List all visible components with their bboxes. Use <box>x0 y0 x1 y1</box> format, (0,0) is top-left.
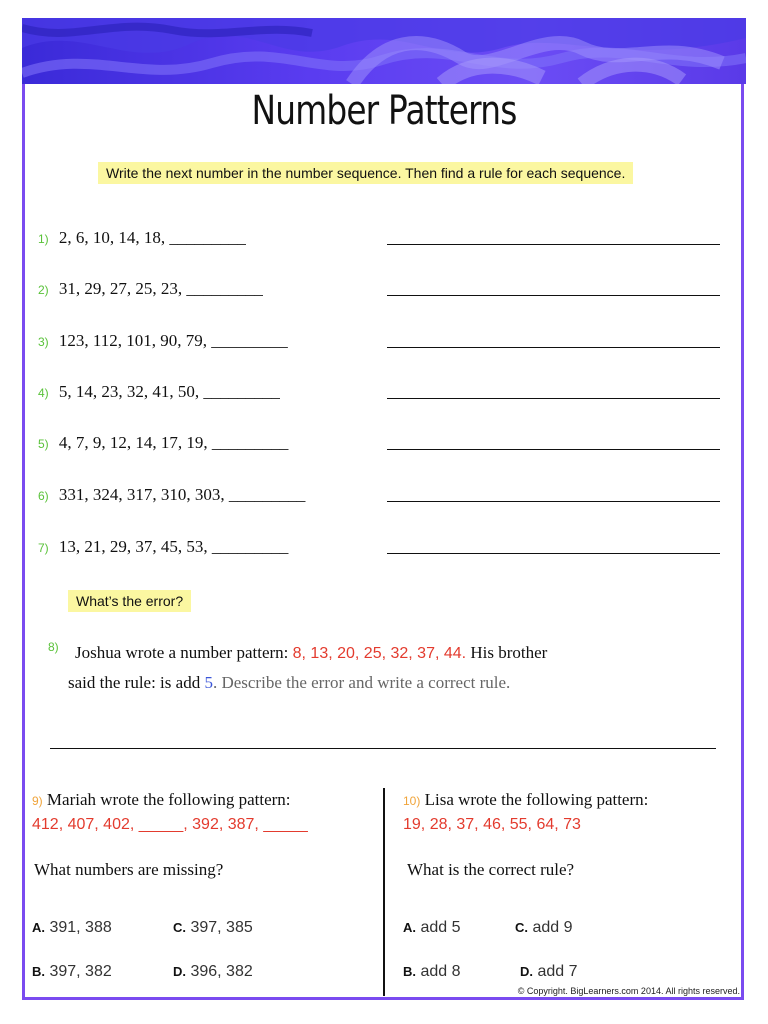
problem-10-header <box>403 790 648 810</box>
sequence: 331, 324, 317, 310, 303, <box>58 485 225 504</box>
q9-pattern: 412, 407, 402, _____, 392, 387, _____ <box>32 816 308 833</box>
option-letter: A. <box>32 920 45 935</box>
option-letter: A. <box>403 920 416 935</box>
problem-4 <box>38 382 280 402</box>
q9-option-d[interactable] <box>173 963 253 981</box>
option-text: 397, 385 <box>190 919 253 936</box>
option-text: 391, 388 <box>49 919 112 936</box>
answer-blank[interactable]: _________ <box>211 433 289 452</box>
option-text: add 8 <box>420 963 461 980</box>
error-heading: What’s the error? <box>68 590 191 612</box>
q8-text-d: . Describe the error and write a correct rule. <box>212 673 511 692</box>
q10-question: What is the correct rule? <box>407 860 575 879</box>
rule-line-4[interactable] <box>387 398 720 399</box>
q10-option-d[interactable] <box>520 963 578 981</box>
option-text: add 5 <box>420 919 461 936</box>
q8-text-a: Joshua wrote a number pattern: <box>75 643 289 662</box>
problem-6 <box>38 485 305 505</box>
option-text: add 9 <box>532 919 573 936</box>
problem-3 <box>38 331 288 351</box>
sequence: 123, 112, 101, 90, 79, <box>58 331 208 350</box>
q10-option-a[interactable] <box>403 919 461 937</box>
header-banner <box>22 18 746 84</box>
problem-number-9: 9) <box>32 794 43 808</box>
rule-line-1[interactable] <box>387 244 720 245</box>
sequence: 4, 7, 9, 12, 14, 17, 19, <box>58 433 208 452</box>
copyright-notice: © Copyright. BigLearners.com 2014. All rights reserved. <box>517 986 740 996</box>
instruction-highlight: Write the next number in the number sequence. Then find a rule for each sequence. <box>98 162 633 184</box>
problem-8-line-2 <box>68 673 510 693</box>
answer-blank[interactable]: _________ <box>211 331 288 350</box>
rule-line-5[interactable] <box>387 449 720 450</box>
sequence: 2, 6, 10, 14, 18, <box>58 228 166 247</box>
problem-number: 7) <box>38 541 49 555</box>
problem-1 <box>38 228 246 248</box>
answer-blank[interactable]: _________ <box>228 485 306 504</box>
sequence: 31, 29, 27, 25, 23, <box>58 279 183 298</box>
q8-text-c: said the rule: is add <box>68 673 201 692</box>
q8-answer-line[interactable] <box>50 748 716 749</box>
q10-pattern: 19, 28, 37, 46, 55, 64, 73 <box>403 816 581 833</box>
option-letter: C. <box>173 920 186 935</box>
q9-option-a[interactable] <box>32 919 112 937</box>
problem-number: 4) <box>38 386 49 400</box>
q8-pattern: 8, 13, 20, 25, 32, 37, 44. <box>292 645 467 662</box>
problem-2 <box>38 279 263 299</box>
option-letter: B. <box>32 964 45 979</box>
option-text: 397, 382 <box>49 963 112 980</box>
problem-9-header <box>32 790 291 810</box>
problem-number: 5) <box>38 437 49 451</box>
option-letter: B. <box>403 964 416 979</box>
rule-line-3[interactable] <box>387 347 720 348</box>
problem-number: 2) <box>38 283 49 297</box>
problem-number-8: 8) <box>48 640 59 654</box>
q9-option-c[interactable] <box>173 919 253 937</box>
problem-5 <box>38 433 288 453</box>
answer-blank[interactable]: _________ <box>169 228 246 247</box>
option-letter: C. <box>515 920 528 935</box>
option-letter: D. <box>520 964 533 979</box>
page-title: Number Patterns <box>251 88 517 134</box>
q8-text-b: His brother <box>470 643 548 662</box>
answer-blank[interactable]: _________ <box>211 537 289 556</box>
column-divider <box>383 788 385 996</box>
q9-text: Mariah wrote the following pattern: <box>46 790 291 809</box>
q10-option-b[interactable] <box>403 963 461 981</box>
answer-blank[interactable]: _________ <box>186 279 263 298</box>
problem-number: 3) <box>38 335 49 349</box>
q9-option-b[interactable] <box>32 963 112 981</box>
q8-add-value: 5 <box>204 673 213 692</box>
problem-number-10: 10) <box>403 794 421 808</box>
sequence: 13, 21, 29, 37, 45, 53, <box>58 537 208 556</box>
option-text: add 7 <box>537 963 578 980</box>
option-text: 396, 382 <box>190 963 253 980</box>
rule-line-6[interactable] <box>387 501 720 502</box>
option-letter: D. <box>173 964 186 979</box>
rule-line-2[interactable] <box>387 295 720 296</box>
q9-question: What numbers are missing? <box>34 860 224 879</box>
problem-8-line-1 <box>75 643 547 663</box>
problem-number: 1) <box>38 232 49 246</box>
problem-number: 6) <box>38 489 49 503</box>
sequence: 5, 14, 23, 32, 41, 50, <box>58 382 200 401</box>
answer-blank[interactable]: _________ <box>203 382 280 401</box>
q10-option-c[interactable] <box>515 919 573 937</box>
rule-line-7[interactable] <box>387 553 720 554</box>
problem-7 <box>38 537 288 557</box>
q10-text: Lisa wrote the following pattern: <box>424 790 649 809</box>
